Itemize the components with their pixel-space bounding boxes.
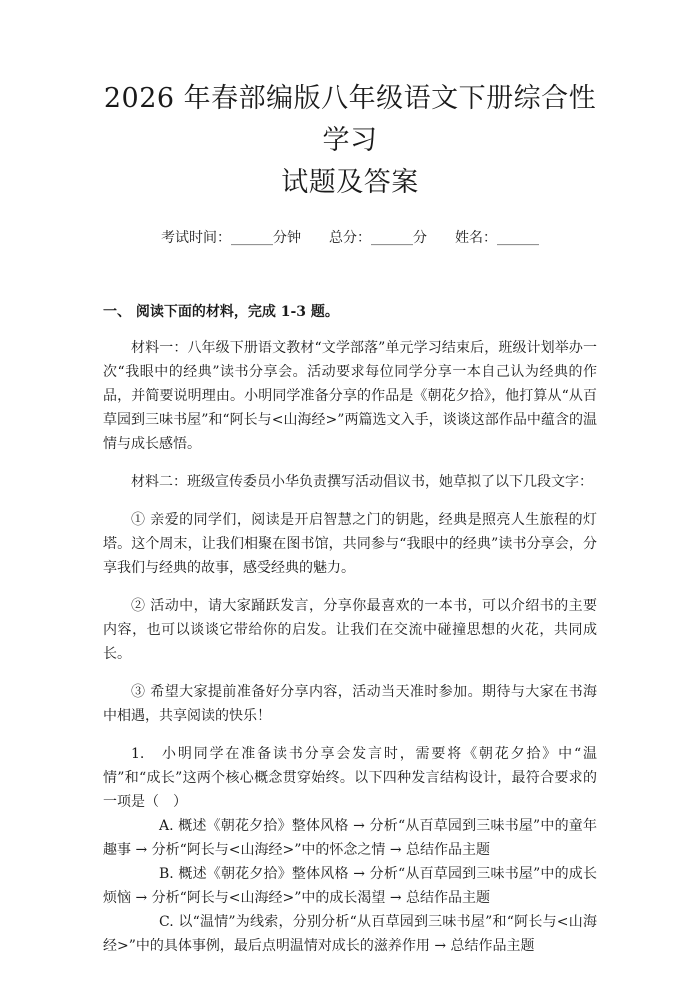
material-two-intro: 材料二：班级宣传委员小华负责撰写活动倡议书，她草拟了以下几段文字： <box>131 474 593 490</box>
title-line-1: 2026 年春部编版八年级语文下册综合性学习 <box>103 83 597 156</box>
section-heading: 一、 阅读下面的材料，完成 1-3 题。 <box>103 304 339 320</box>
proposal-paragraph-1: ① 亲爱的同学们，阅读是开启智慧之门的钥匙，经典是照亮人生旅程的灯塔。这个周末，让我们相聚在图书馆，共同参与“我眼中的经典”读书分享会，分享我们与经典的故事，感受经典的魅力。 <box>103 512 597 576</box>
question-1-option-b: B. 概述《朝花夕拾》整体风格 → 分析“从百草园到三味书屋”中的成长烦恼 → 分析“阿长与<山海经>”中的成长渴望 → 总结作品主题 <box>103 866 597 906</box>
material-one: 材料一：八年级下册语文教材“文学部落”单元学习结束后，班级计划举办一次“我眼中的经典”读书分享会。活动要求每位同学分享一本自己认为经典的作品，并简要说明理由。小明同学准备分享的作品是《朝花夕拾》，他打算从“从百草园到三味书屋”和“阿长与<山海经>”两篇选文入手，谈谈这部作品中蕴含的温情与成长感悟。 <box>103 340 597 452</box>
document-title <box>103 78 597 204</box>
proposal-paragraph-3: ③ 希望大家提前准备好分享内容，活动当天准时参加。期待与大家在书海中相遇，共享阅读的快乐！ <box>103 684 597 724</box>
proposal-paragraph-2: ② 活动中，请大家踊跃发言，分享你最喜欢的一本书，可以介绍书的主要内容，也可以谈谈它带给你的启发。让我们在交流中碰撞思想的火花，共同成长。 <box>103 598 597 662</box>
exam-info-text: 考试时间：______分钟 总分：______分 姓名：______ <box>161 230 539 246</box>
exam-info-line <box>103 228 597 248</box>
question-1-option-a: A. 概述《朝花夕拾》整体风格 → 分析“从百草园到三味书屋”中的童年趣事 → 分析“阿长与<山海经>”中的怀念之情 → 总结作品主题 <box>103 818 597 858</box>
document-page <box>0 78 700 983</box>
title-line-2: 试题及答案 <box>281 167 419 198</box>
question-1-option-c: C. 以“温情”为线索，分别分析“从百草园到三味书屋”和“阿长与<山海经>”中的具体事例，最后点明温情对成长的滋养作用 → 总结作品主题 <box>103 914 597 954</box>
question-1-stem: 1. 小明同学在准备读书分享会发言时，需要将《朝花夕拾》中“温情”和“成长”这两个核心概念贯穿始终。以下四种发言结构设计，最符合要求的一项是（ ） <box>103 746 597 810</box>
